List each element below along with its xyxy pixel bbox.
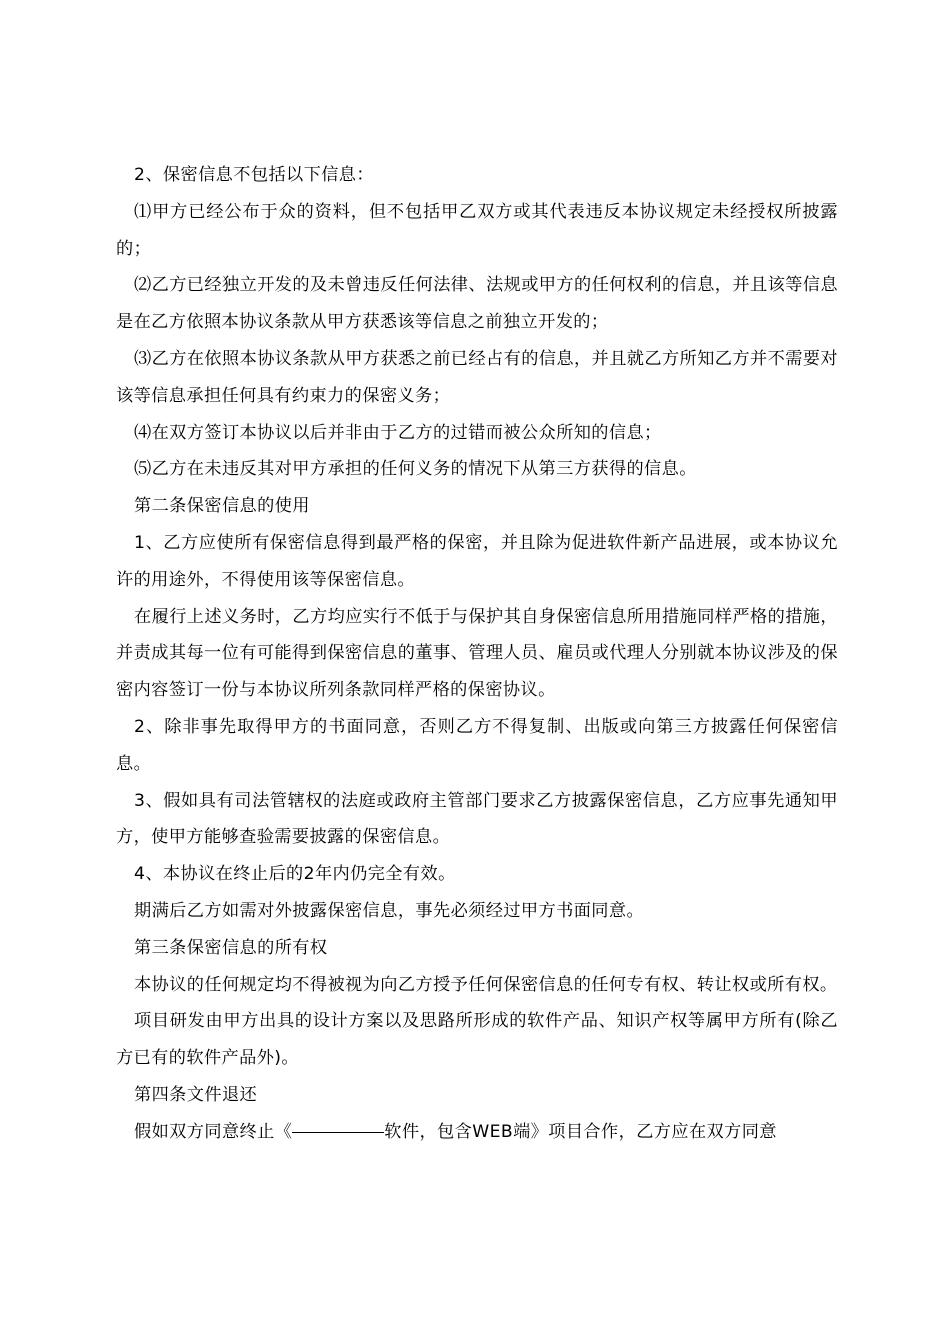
fill-in-blank	[292, 1131, 384, 1133]
exclusion-item-2: ⑵乙方已经独立开发的及未曾违反任何法律、法规或甲方的任何权利的信息，并且该等信息是在乙方依照本协议条款从甲方获悉该等信息之前独立开发的；	[116, 275, 838, 333]
article-2-item-3: 3、假如具有司法管辖权的法庭或政府主管部门要求乙方披露保密信息，乙方应事先通知甲方，使甲方能够查验需要披露的保密信息。	[116, 790, 838, 848]
clause-2-heading: 2、保密信息不包括以下信息：	[134, 165, 374, 185]
article-2-paragraph: 在履行上述义务时，乙方均应实行不低于与保护其自身保密信息所用措施同样严格的措施，并责成其每一位有可能得到保密信息的董事、管理人员、雇员或代理人分别就本协议涉及的保密内容签订一份与本协议所列条款同样严格的保密协议。	[116, 606, 838, 701]
exclusion-item-3: ⑶乙方在依照本协议条款从甲方获悉之前已经占有的信息，并且就乙方所知乙方并不需要对该等信息承担任何具有约束力的保密义务；	[116, 348, 838, 406]
article-4-title: 第四条文件退还	[134, 1084, 258, 1105]
article-2-item-4: 4、本协议在终止后的2年内仍完全有效。	[134, 864, 456, 885]
article-2-title: 第二条保密信息的使用	[134, 496, 310, 517]
article-4-text-after: 软件，包含WEB端》项目合作，乙方应在双方同意	[384, 1121, 777, 1142]
exclusion-item-1: ⑴甲方已经公布于众的资料，但不包括甲乙双方或其代表违反本协议规定未经授权所披露的；	[116, 201, 838, 259]
article-3-paragraph-2: 项目研发由甲方出具的设计方案以及思路所形成的软件产品、知识产权等属甲方所有(除乙方已有的软件产品外)。	[116, 1011, 838, 1069]
article-2-expiry: 期满后乙方如需对外披露保密信息，事先必须经过甲方书面同意。	[134, 900, 645, 921]
document-body	[116, 157, 838, 1151]
article-3-paragraph-1: 本协议的任何规定均不得被视为向乙方授予任何保密信息的任何专有权、转让权或所有权。	[134, 974, 838, 995]
article-3-title: 第三条保密信息的所有权	[134, 937, 328, 958]
exclusion-item-5: ⑸乙方在未违反其对甲方承担的任何义务的情况下从第三方获得的信息。	[134, 459, 697, 480]
article-4-paragraph	[116, 1114, 838, 1151]
exclusion-item-4: ⑷在双方签订本协议以后并非由于乙方的过错而被公众所知的信息；	[134, 422, 662, 443]
article-2-item-1: 1、乙方应使所有保密信息得到最严格的保密，并且除为促进软件新产品进展，或本协议允许的用途外，不得使用该等保密信息。	[116, 532, 838, 590]
article-2-item-2: 2、除非事先取得甲方的书面同意，否则乙方不得复制、出版或向第三方披露任何保密信息。	[116, 716, 838, 774]
article-4-text-before: 假如双方同意终止《	[134, 1121, 293, 1142]
